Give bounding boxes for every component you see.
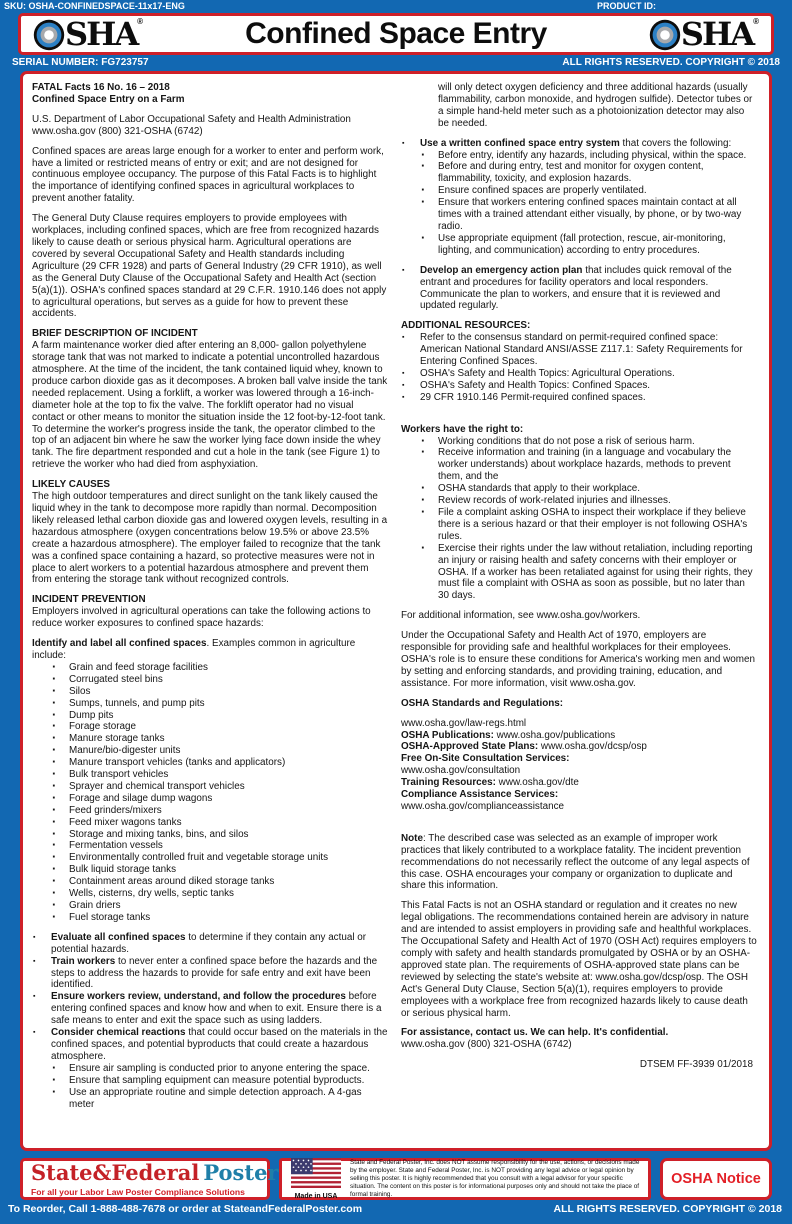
bullet-marker-icon: ▪ — [402, 334, 405, 342]
bullet-marker-icon: · — [52, 682, 57, 698]
bullet-marker-icon: · — [421, 504, 426, 519]
bullet-marker-icon: · — [52, 813, 57, 829]
footer-disclaimer-box — [279, 1158, 651, 1200]
bullet-marker-icon: · — [52, 754, 57, 770]
osha-logo-text: SHA — [65, 15, 138, 53]
bullet-item: ▪ Use a written confined space entry system that covers the following: — [402, 137, 732, 149]
page-title: Confined Space Entry — [245, 17, 547, 50]
bullet-item: ▪ Ensure workers review, understand, and follow the procedures before entering confined spaces and know how and when to exit. Ensure there is a safe means to enter and exit the space such as using ladders. — [33, 991, 382, 1027]
serial-bar — [0, 55, 792, 70]
paragraph: For additional information, see www.osha.gov/workers. — [401, 610, 641, 622]
section-heading: OSHA Standards and Regulations: — [401, 697, 564, 709]
bullet-item: · Manure transport vehicles (tanks and applicators) — [52, 754, 286, 770]
bullet-item: · Storage and mixing tanks, bins, and silos — [52, 825, 249, 841]
paragraph: Free On-Site Consultation Services: — [401, 753, 570, 765]
brand-name — [31, 1159, 279, 1186]
bullet-item: · Feed grinders/mixers — [52, 801, 162, 817]
bullet-item: · Wells, cisterns, dry wells, septic tanks — [52, 885, 234, 901]
copyright-bottom: ALL RIGHTS RESERVED. COPYRIGHT © 2018 — [553, 1203, 782, 1215]
bullet-marker-icon: · — [52, 670, 57, 686]
bullet-item: · Environmentally controlled fruit and vegetable storage units — [52, 849, 329, 865]
paragraph: will only detect oxygen deficiency and three additional hazards (usually flammability, carbon monoxide, and hydrogen sulfide). Detector tubes or a simple hand-held meter such as a photoionization detector may also be needed. — [438, 82, 753, 129]
bullet-item: · Exercise their rights under the law without retaliation, including reporting an injury or raising health and safety concerns with their employer or OSHA. If a worker has been retaliated against for using their rights, they must file a complaint with OSHA as soon as possible, but no later than 30 days. — [421, 539, 753, 602]
osha-o-ring-icon — [649, 19, 681, 56]
bullet-item: · Ensure confined spaces are properly ventilated. — [421, 182, 647, 198]
bullet-marker-icon: · — [52, 766, 57, 782]
osha-o-ring-icon — [33, 19, 65, 56]
bullet-marker-icon: · — [421, 194, 426, 210]
bullet-item: · Receive information and training (in a language and vocabulary the worker understands) about workplace hazards, methods to prevent them, and the — [421, 444, 732, 483]
bullet-item: · Sumps, tunnels, and pump pits — [52, 694, 205, 710]
footer-disclaimer: State and Federal Poster, Inc. does NOT assume responsibility for the use, actions, or decisions made by the employer. State and Federal Poster, Inc. is NOT providing any legal advice or legal opinion by selling this poster. It is highly recommended that you consult with a legal advisor for your specific situation. The content on this poster is for informational purposes only and should not take the place of formal training. — [350, 1159, 640, 1198]
paragraph: For assistance, contact us. We can help. It's confidential. — [401, 1027, 669, 1039]
bullet-marker-icon: · — [421, 492, 426, 508]
paragraph: www.osha.gov (800) 321-OSHA (6742) — [401, 1039, 572, 1051]
document-body — [20, 71, 772, 1151]
section-heading: BRIEF DESCRIPTION OF INCIDENT — [32, 328, 198, 340]
osha-notice-badge — [660, 1158, 772, 1200]
paragraph: www.osha.gov/complianceassistance — [401, 800, 565, 812]
bullet-marker-icon: · — [421, 158, 426, 174]
section-heading: ADDITIONAL RESOURCES: — [401, 320, 531, 332]
column-left — [32, 82, 388, 1140]
copyright-top: ALL RIGHTS RESERVED. COPYRIGHT © 2018 — [562, 57, 780, 68]
bottom-bar — [0, 1200, 792, 1215]
bullet-item: · OSHA standards that apply to their workplace. — [421, 480, 640, 496]
bullet-marker-icon: · — [52, 849, 57, 865]
bullet-marker-icon: · — [52, 742, 57, 758]
paragraph: The high outdoor temperatures and direct sunlight on the tank likely caused the liquid whey in the tank to decompose more rapidly than normal. Decomposition likely released lethal carbon dioxide gas and lowered oxygen levels, resulting in a hazardous atmosphere (oxygen concentrations below 19.5% or above 23.5% create a hazardous atmosphere). The employer failed to recognize that the tank was a confined space containing a hazard, so protective measures were not in place to alert workers to a potential hazardous atmosphere and prevent them from entering the storage tank without recognized controls. — [32, 491, 388, 586]
section-heading: FATAL Facts 16 No. 16 – 2018 — [32, 82, 170, 93]
paragraph: OSHA-Approved State Plans: www.osha.gov/dcsp/osp — [401, 741, 647, 753]
bullet-item: · Review records of work-related injuries and illnesses. — [421, 492, 671, 508]
bullet-marker-icon: · — [421, 229, 426, 245]
bullet-marker-icon: ▪ — [402, 266, 405, 274]
bullet-marker-icon: ▪ — [33, 957, 36, 965]
bullet-marker-icon: · — [52, 694, 57, 710]
bullet-marker-icon: · — [52, 825, 57, 841]
bullet-item: · Ensure that workers entering confined spaces maintain contact at all times with a trained attendant either visually, by phone, or by two-way radio. — [421, 194, 742, 232]
paragraph: Compliance Assistance Services: — [401, 789, 559, 801]
brand-logo — [20, 1158, 279, 1200]
bullet-marker-icon: · — [421, 444, 426, 460]
bullet-marker-icon: · — [52, 730, 57, 746]
section-heading: INCIDENT PREVENTION — [32, 594, 146, 606]
bullet-item: · Bulk liquid storage tanks — [52, 861, 177, 877]
bullet-item: · Use appropriate equipment (fall protection, rescue, air-monitoring, lighting, and communication) according to entry procedures. — [421, 229, 726, 256]
bullet-marker-icon: · — [52, 837, 57, 853]
bullet-marker-icon: ▪ — [402, 369, 405, 377]
bullet-marker-icon: · — [52, 908, 57, 924]
bullet-marker-icon: · — [52, 873, 57, 889]
bullet-marker-icon: ▪ — [402, 393, 405, 401]
brand-name-part2: Poster — [203, 1159, 279, 1185]
bullet-marker-icon: · — [421, 480, 426, 496]
paragraph: This Fatal Facts is not an OSHA standard or regulation and it creates no new legal obligations. The recommendations contained herein are advisory in nature and are intended to assist employers in providing safe and healthful workplaces. The Occupational Safety and Health Act of 1970 (OSH Act) requires employers to comply with safety and health standards promulgated by OSHA or by an OSHA-approved state plan. The requirements of OSHA-approved state plans can be reviewed by selecting the state's website at: www.osha.gov/dcsp/osp. The OSH Act's General Duty Clause, Section 5(a)(1), requires employers to provide employees with a workplace free from recognized hazards likely to cause death or serious physical harm. — [401, 900, 757, 1019]
paragraph: www.osha.gov/law-regs.html — [401, 717, 527, 729]
bullet-item: ▪ Consider chemical reactions that could occur based on the materials in the confined spaces, and potential byproducts that could create a hazardous atmosphere. — [33, 1027, 388, 1062]
registered-mark: ® — [137, 17, 144, 26]
bullet-marker-icon: · — [52, 789, 57, 805]
bullet-item: · Forage and silage dump wagons — [52, 789, 213, 805]
bullet-item: · Manure storage tanks — [52, 730, 165, 746]
section-heading: LIKELY CAUSES — [32, 479, 110, 491]
bullet-marker-icon: · — [52, 1071, 57, 1087]
bullet-marker-icon: · — [52, 777, 57, 793]
bullet-item: · Use an appropriate routine and simple detection approach. A 4-gas meter — [52, 1083, 362, 1110]
usa-flag-icon — [290, 1175, 342, 1192]
bullet-marker-icon: · — [52, 706, 57, 722]
paragraph: U.S. Department of Labor Occupational Safety and Health Administration — [32, 113, 351, 125]
product-id-label: PRODUCT ID: — [597, 1, 656, 11]
paragraph: Training Resources: www.osha.gov/dte — [401, 777, 579, 789]
paragraph: www.osha.gov/consultation — [401, 765, 521, 777]
bullet-marker-icon: · — [52, 801, 57, 817]
bullet-marker-icon: ▪ — [33, 993, 36, 1001]
paragraph: Identify and label all confined spaces. Examples common in agriculture include: — [32, 638, 356, 661]
bullet-marker-icon: · — [52, 885, 57, 901]
bullet-marker-icon: ▪ — [402, 139, 405, 147]
bullet-item: ▪ Refer to the consensus standard on permit-required confined space: American National Standard ANSI/ASSE Z117.1: Safety Requirements for Entering Confined Spaces. — [402, 332, 743, 368]
column-right — [401, 82, 757, 1140]
bullet-marker-icon: · — [52, 658, 57, 674]
bullet-item: · Fuel storage tanks — [52, 908, 151, 924]
registered-mark: ® — [753, 17, 759, 26]
brand-name-part1: State&Federal — [31, 1159, 200, 1185]
paragraph: Employers involved in agricultural operations can take the following actions to reduce worker exposures to confined space hazards: — [32, 606, 371, 630]
reorder-info: To Reorder, Call 1-888-488-7678 or order at StateandFederalPoster.com — [8, 1203, 363, 1215]
bullet-marker-icon: · — [421, 539, 426, 555]
bullet-marker-icon: · — [421, 432, 426, 448]
section-heading: Confined Space Entry on a Farm — [32, 93, 185, 105]
bullet-marker-icon: · — [52, 861, 57, 877]
bullet-marker-icon: · — [52, 897, 57, 912]
doc-number: DTSEM FF-3939 01/2018 — [639, 1059, 753, 1071]
made-in-usa-block — [288, 1158, 344, 1200]
bullet-item: · Corrugated steel bins — [52, 670, 163, 686]
bullet-marker-icon: · — [52, 718, 57, 734]
bullet-item: · Forage storage — [52, 718, 136, 734]
bullet-marker-icon: ▪ — [33, 1029, 36, 1037]
bullet-item: ▪ OSHA's Safety and Health Topics: Agricultural Operations. — [402, 367, 675, 379]
osha-logo-left — [33, 17, 143, 51]
bullet-item: · Fermentation vessels — [52, 837, 163, 853]
bullet-item: ▪ Evaluate all confined spaces to determine if they contain any actual or potential hazards. — [33, 931, 367, 955]
paragraph: The General Duty Clause requires employers to provide employees with workplaces, including confined spaces, which are free from recognized hazards likely to cause death or serious physical harm. Agricultural operations are covered by several Occupational Safety and Health standards including Agriculture (29 CFR 1928) and parts of General Industry (29 CFR 1910), as well as the General Duty Clause of the Occupational Safety and Health Act (section 5(a)(1)). OSHA's confined spaces standard at 29 C.F.R. 1910.146 does not apply to agricultural operations, but serves as a guide for how to prevent these accidents. — [32, 213, 387, 320]
paragraph: Under the Occupational Safety and Health Act of 1970, employers are responsible for providing safe and healthful workplaces for their employees. OSHA's role is to ensure these conditions for America's working men and women by setting and enforcing standards, and providing training, education, and assistance. For more information, visit www.osha.gov. — [401, 630, 755, 689]
top-bar — [0, 0, 792, 13]
bullet-item: · Working conditions that do not pose a risk of serious harm. — [421, 432, 695, 448]
bullet-item: · Silos — [52, 682, 91, 698]
bullet-marker-icon: · — [421, 146, 426, 162]
bullet-item: · Grain and feed storage facilities — [52, 658, 208, 674]
bullet-item: · Bulk transport vehicles — [52, 766, 169, 782]
bullet-marker-icon: ▪ — [33, 933, 36, 941]
section-heading: Workers have the right to: — [401, 423, 524, 435]
bullet-item: · File a complaint asking OSHA to inspect their workplace if they believe there is a serious hazard or that their employer is not following OSHA's rules. — [421, 504, 748, 542]
bullet-marker-icon: · — [421, 182, 426, 198]
footer-row — [20, 1158, 772, 1200]
made-in-usa-label: Made in USA — [294, 1193, 338, 1200]
bullet-item: · Ensure that sampling equipment can measure potential byproducts. — [52, 1071, 365, 1087]
bullet-item: · Sprayer and chemical transport vehicles — [52, 777, 245, 793]
bullet-item: ▪ Develop an emergency action plan that includes quick removal of the entrant and procedures for facility operators and local responders. Communicate the plan to workers, and ensure that it is reviewed and updated regularly. — [402, 264, 732, 312]
bullet-marker-icon: · — [52, 1083, 57, 1099]
bullet-item: ▪ 29 CFR 1910.146 Permit-required confined spaces. — [402, 391, 646, 403]
bullet-marker-icon: · — [52, 1059, 57, 1075]
brand-tagline: For all your Labor Law Poster Compliance Solutions — [31, 1186, 245, 1197]
paragraph: Confined spaces are areas large enough for a worker to enter and perform work, have a limited or restricted means of entry or exit; and are not designed for continuous employee occupancy. The purpose of this Fatal Facts is to highlight the importance of identifying confined spaces in agricultural workplaces to prevent another fatality. — [32, 145, 384, 205]
bullet-item: ▪ Train workers to never enter a confined space before the hazards and the steps to address the hazards to provide for safe entry and exit have been identified. — [33, 955, 378, 991]
bullet-item: · Feed mixer wagons tanks — [52, 813, 182, 829]
bullet-item: · Grain driers — [52, 897, 121, 912]
osha-logo-right — [649, 17, 759, 51]
paragraph: www.osha.gov (800) 321-OSHA (6742) — [32, 125, 203, 137]
serial-number: SERIAL NUMBER: FG723757 — [12, 57, 149, 68]
paragraph: A farm maintenance worker died after entering an 8,000- gallon polyethylene storage tank that was not marked to indicate a potential uncontrolled hazardous atmosphere. At the time of the incident, the tank contained liquid whey, known to produce carbon dioxide gas as it decomposes. A broken ball valve inside the tank needed replacement. Using a forklift, a worker was lowered through a 16-inch-diameter hole at the top to fix the valve. The forklift operator had no visual contact or other means to monitor the situation inside the 12 foot-by-12-foot tank. To determine the worker's progress inside the tank, the operator climbed to the top of an adjacent bin where he saw the worker lying face down inside the whey tank. The fire department responded and cut a hole in the tank (see Figure 1) to retrieve the worker who had died from asphyxiation. — [32, 340, 388, 471]
sku-label: SKU: OSHA-CONFINEDSPACE-11x17-ENG — [4, 1, 185, 11]
bullet-item: · Containment areas around diked storage tanks — [52, 873, 275, 889]
bullet-item: · Dump pits — [52, 706, 114, 722]
paragraph: OSHA Publications: www.osha.gov/publications — [401, 729, 616, 741]
bullet-item: · Manure/bio-digester units — [52, 742, 181, 758]
bullet-item: · Before entry, identify any hazards, including physical, within the space. — [421, 146, 747, 162]
bullet-marker-icon: ▪ — [402, 381, 405, 389]
osha-notice-label: OSHA Notice — [671, 1171, 761, 1187]
bullet-item: · Before and during entry, test and monitor for oxygen content, flammability, toxicity, and explosion hazards. — [421, 158, 704, 185]
bullet-item: · Ensure air sampling is conducted prior to anyone entering the space. — [52, 1059, 370, 1075]
paragraph: Note: The described case was selected as an example of improper work practices that likely contributed to a workplace fatality. The incident prevention recommendations do not necessarily reflect the outcome of any legal aspects of this case. OSHA encourages your company or organization to duplicate and share this information. — [401, 832, 750, 892]
bullet-item: ▪ OSHA's Safety and Health Topics: Confined Spaces. — [402, 379, 651, 391]
osha-logo-text: SHA — [680, 15, 754, 53]
title-band — [18, 13, 774, 55]
